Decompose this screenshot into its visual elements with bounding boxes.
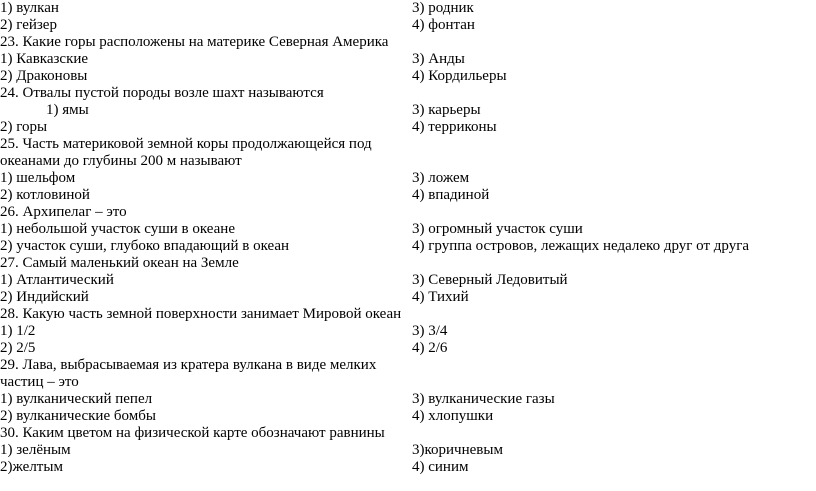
answer-option: 2) 2/5: [0, 340, 36, 356]
answer-option: 1) вулканический пепел: [0, 391, 153, 407]
answer-row: [0, 442, 816, 459]
answer-option: 3) родник: [412, 0, 474, 16]
question-text: [0, 374, 816, 391]
answer-option: 1) ямы: [46, 102, 89, 118]
answer-option: 2)желтым: [0, 459, 63, 475]
answer-option: 2) вулканические бомбы: [0, 408, 156, 424]
answer-option: 3)коричневым: [412, 442, 503, 458]
answer-option: 4) Кордильеры: [412, 68, 507, 84]
question-28: 28. Какую часть земной поверхности занимает Мировой океан: [0, 306, 402, 322]
question-text: [0, 204, 816, 221]
answer-row: [0, 272, 816, 289]
answer-option: 4) хлопушки: [412, 408, 494, 424]
answer-option: 4) 2/6: [412, 340, 448, 356]
question-26: 26. Архипелаг – это: [0, 204, 127, 220]
answer-row: [0, 187, 816, 204]
answer-option: 1) зелёным: [0, 442, 71, 458]
answer-row: [0, 340, 816, 357]
answer-option: 1) 1/2: [0, 323, 36, 339]
question-29-line2: частиц – это: [0, 374, 79, 390]
answer-option: 1) Атлантический: [0, 272, 114, 288]
answer-option: 3) 3/4: [412, 323, 448, 339]
question-text: [0, 136, 816, 153]
answer-row: [0, 17, 816, 34]
answer-option: 3) ложем: [412, 170, 470, 186]
answer-row: [0, 289, 816, 306]
answer-row: [0, 221, 816, 238]
question-29-line1: 29. Лава, выбрасываемая из кратера вулкана в виде мелких: [0, 357, 377, 373]
answer-option: 2) Индийский: [0, 289, 89, 305]
question-25-line2: океанами до глубины 200 м называют: [0, 153, 242, 169]
question-text: [0, 34, 816, 51]
answer-option: 4) впадиной: [412, 187, 490, 203]
answer-option: 4) синим: [412, 459, 469, 475]
answer-option: 2) гейзер: [0, 17, 57, 33]
answer-option: 1) небольшой участок суши в океане: [0, 221, 235, 237]
answer-option: 4) Тихий: [412, 289, 469, 305]
answer-option: 4) терриконы: [412, 119, 497, 135]
question-text: [0, 357, 816, 374]
answer-option: 1) шельфом: [0, 170, 76, 186]
question-text: [0, 153, 816, 170]
answer-row: [0, 102, 816, 119]
answer-row: [0, 408, 816, 425]
answer-option: 3) карьеры: [412, 102, 481, 118]
answer-option: 3) Северный Ледовитый: [412, 272, 568, 288]
answer-option: 2) котловиной: [0, 187, 90, 203]
question-text: [0, 306, 816, 323]
question-text: [0, 255, 816, 272]
question-text: [0, 425, 816, 442]
answer-option: 2) горы: [0, 119, 48, 135]
answer-row: [0, 0, 816, 17]
question-30: 30. Каким цветом на физической карте обозначают равнины: [0, 425, 385, 441]
question-text: [0, 85, 816, 102]
answer-row: [0, 391, 816, 408]
question-24: 24. Отвалы пустой породы возле шахт называются: [0, 85, 324, 101]
answer-option: 3) огромный участок суши: [412, 221, 583, 237]
question-23: 23. Какие горы расположены на материке Северная Америка: [0, 34, 389, 50]
answer-option: 1) вулкан: [0, 0, 59, 16]
answer-option: 3) вулканические газы: [412, 391, 555, 407]
question-25-line1: 25. Часть материковой земной коры продолжающейся под: [0, 136, 372, 152]
answer-option: 2) Драконовы: [0, 68, 88, 84]
answer-option: 2) участок суши, глубоко впадающий в океан: [0, 238, 290, 254]
answer-option: 3) Анды: [412, 51, 465, 67]
answer-row: [0, 170, 816, 187]
question-27: 27. Самый маленький океан на Земле: [0, 255, 239, 271]
answer-row: [0, 68, 816, 85]
answer-row: [0, 238, 816, 255]
answer-row: [0, 323, 816, 340]
answer-option: 4) фонтан: [412, 17, 475, 33]
answer-row: [0, 51, 816, 68]
answer-row: [0, 459, 816, 476]
answer-option: 4) группа островов, лежащих недалеко друг от друга: [412, 238, 750, 254]
answer-option: 1) Кавказские: [0, 51, 89, 67]
answer-row: [0, 119, 816, 136]
